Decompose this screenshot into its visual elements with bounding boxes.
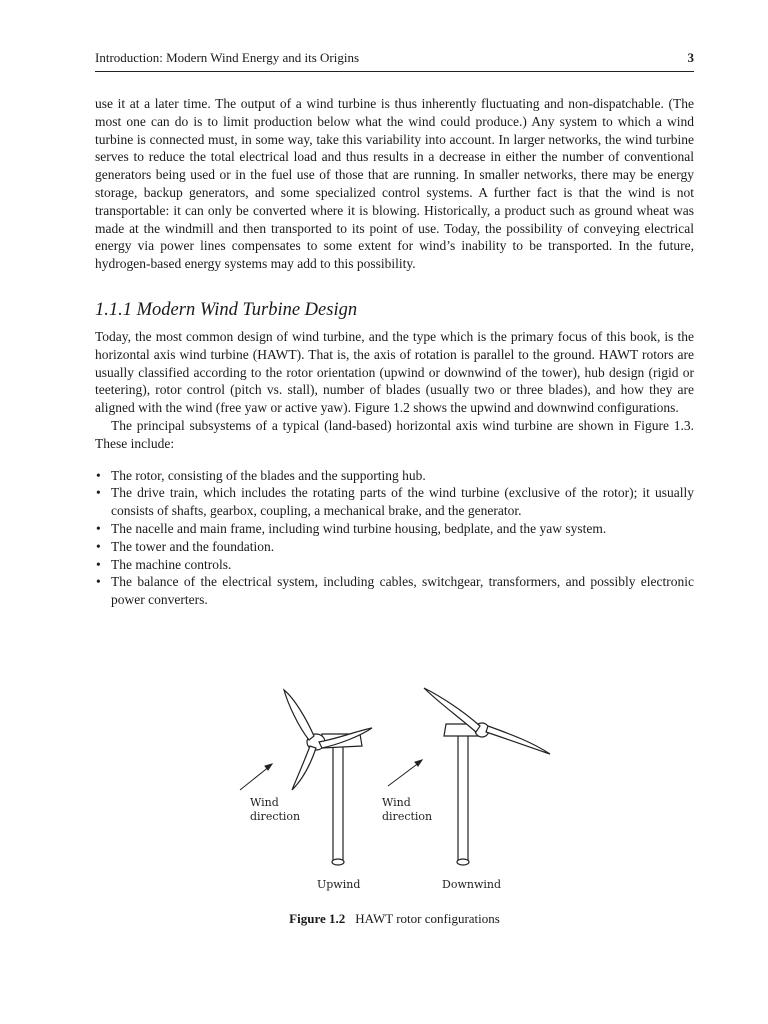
figure-caption-number: Figure 1.2 xyxy=(289,911,346,926)
section-paragraph-2: The principal subsystems of a typical (land-based) horizontal axis wind turbine are shown in Figure 1.3. These include: xyxy=(95,417,694,451)
figure-caption xyxy=(95,911,694,927)
list-item xyxy=(95,573,694,609)
running-title: Introduction: Modern Wind Energy and its Origins xyxy=(95,50,360,65)
subsystem-list xyxy=(95,467,694,609)
downwind-turbine-label: Downwind xyxy=(442,878,502,891)
section-paragraph-1: Today, the most common design of wind turbine, and the type which is the primary focus of this book, is the horizontal axis wind turbine (HAWT). That is, the axis of rotation is parallel to the ground. HAWT rotors are usually classified according to the rotor orientation (upwind or downwind of the tower), hub design (rigid or teetering), rotor control (pitch vs. stall), number of blades (usually two or three blades), and how they are aligned with the wind (free yaw or active yaw). Figure 1.2 shows the upwind and downwind configurations. xyxy=(95,328,694,416)
upwind-wind-label-line1: Wind xyxy=(250,796,279,809)
wind-arrows xyxy=(240,760,422,790)
list-item xyxy=(95,538,694,556)
bullet-icon: • xyxy=(96,538,101,554)
downwind-tower xyxy=(458,732,468,862)
downwind-tower-base xyxy=(457,859,469,865)
list-item xyxy=(95,520,694,538)
downwind-wind-label-line1: Wind xyxy=(382,796,411,809)
bullet-icon: • xyxy=(96,485,101,501)
upwind-wind-label-line2: direction xyxy=(250,810,301,823)
list-item-text: The rotor, consisting of the blades and the supporting hub. xyxy=(111,467,426,483)
upwind-blade-bottom xyxy=(292,746,316,790)
upwind-wind-arrow xyxy=(240,766,270,790)
list-item-text: The balance of the electrical system, including cables, switchgear, transformers, and possibly electronic power converters. xyxy=(111,574,694,608)
running-header xyxy=(95,50,694,70)
intro-paragraph: use it at a later time. The output of a wind turbine is thus inherently fluctuating and non-dispatchable. (The most one can do is to limit production below what the wind could produce.) Any system to which a wind turbine is connected must, in some way, take this variability into account. In larger networks, the wind turbine serves to reduce the total electrical load and thus results in a decrease in either the number of conventional generators being used or in the fuel use of those that are running. In smaller networks, there may be energy storage, backup generators, and some specialized control systems. A further fact is that the wind is not transportable: it can only be converted where it is blowing. Historically, a product such as ground wheat was made at the windmill and then transported to its point of use. Today, the possibility of conveying electrical energy via power lines compensates to some extent for wind’s inability to be transported. In the future, hydrogen-based energy systems may add to this possibility. xyxy=(95,96,694,272)
upwind-blade-top xyxy=(284,690,314,740)
upwind-turbine-drawing xyxy=(284,690,372,865)
list-item-text: The nacelle and main frame, including wind turbine housing, bedplate, and the yaw system. xyxy=(111,520,607,536)
section-heading: 1.1.1 Modern Wind Turbine Design xyxy=(95,299,358,320)
page-number: 3 xyxy=(687,50,694,65)
downwind-wind-label-line2: direction xyxy=(382,810,433,823)
list-item-text: The machine controls. xyxy=(111,556,232,572)
bullet-icon: • xyxy=(96,556,101,572)
downwind-turbine-drawing xyxy=(424,688,550,865)
upwind-tower xyxy=(333,742,343,862)
downwind-wind-arrow xyxy=(388,762,420,786)
body-text xyxy=(95,95,694,609)
upwind-tower-base xyxy=(332,859,344,865)
figure-caption-text: HAWT rotor configurations xyxy=(355,911,500,926)
list-item-text: The tower and the foundation. xyxy=(111,538,275,554)
list-item xyxy=(95,484,694,520)
list-item xyxy=(95,467,694,485)
bullet-icon: • xyxy=(96,574,101,590)
header-rule xyxy=(95,71,694,72)
upwind-turbine-label: Upwind xyxy=(317,878,361,891)
downwind-blade-lower xyxy=(486,726,550,754)
list-item-text: The drive train, which includes the rotating parts of the wind turbine (exclusive of the rotor); it usually consists of shafts, gearbox, coupling, a mechanical brake, and the generator. xyxy=(111,485,694,519)
list-item xyxy=(95,556,694,574)
bullet-icon: • xyxy=(96,467,101,483)
figure-hawt-configurations xyxy=(210,680,558,900)
figure-drawing xyxy=(210,680,558,900)
bullet-icon: • xyxy=(96,520,101,536)
